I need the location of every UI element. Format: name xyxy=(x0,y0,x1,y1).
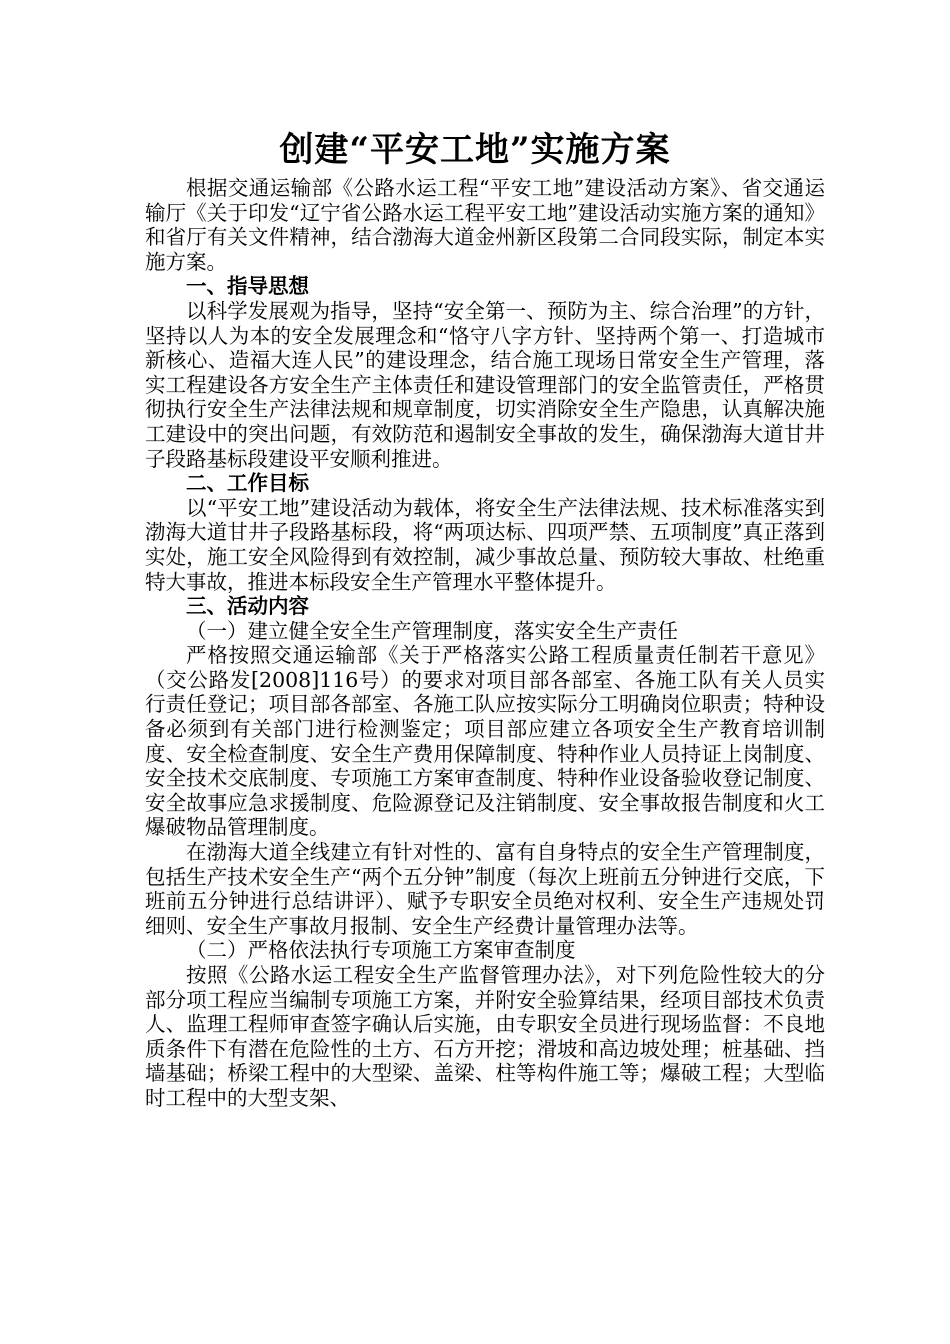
section-heading-activity-content: 三、活动内容 xyxy=(186,594,309,619)
subsection-heading-special-plan-review: （二）严格依法执行专项施工方案审查制度 xyxy=(186,938,576,963)
section-heading-work-goals: 二、工作目标 xyxy=(186,471,309,496)
document-body xyxy=(145,176,825,1111)
special-plan-review-paragraph: 按照《公路水运工程安全生产监督管理办法》，对下列危险性较大的分部分项工程应当编制专项施工方案，并附安全验算结果，经项目部技术负责人、监理工程师审查签字确认后实施，由专职安全员进行现场监督：不良地质条件下有潜在危险性的土方、石方开挖；滑坡和高边坡处理；桩基础、挡墙基础；桥梁工程中的大型梁、盖梁、柱等构件施工等；爆破工程；大型临时工程中的大型支架、 xyxy=(145,963,825,1110)
safety-management-paragraph-1: 严格按照交通运输部《关于严格落实公路工程质量责任制若干意见》（交公路发[2008]116号）的要求对项目部各部室、各施工队有关人员实行责任登记；项目部各部室、各施工队应按实际分工明确岗位职责；特种设备必须到有关部门进行检测鉴定；项目部应建立各项安全生产教育培训制度、安全检查制度、安全生产费用保障制度、特种作业人员持证上岗制度、安全技术交底制度、专项施工方案审查制度、特种作业设备验收登记制度、安全故事应急求援制度、危险源登记及注销制度、安全事故报告制度和火工爆破物品管理制度。 xyxy=(145,643,825,840)
document-title: 创建“平安工地”实施方案 xyxy=(279,130,671,170)
subsection-heading-safety-management: （一）建立健全安全生产管理制度，落实安全生产责任 xyxy=(186,618,678,643)
guiding-ideology-paragraph: 以科学发展观为指导，坚持“安全第一、预防为主、综合治理”的方针，坚持以人为本的安全发展理念和“恪守八字方针、坚持两个第一、打造城市新核心、造福大连人民”的建设理念，结合施工现场日常安全生产管理，落实工程建设各方安全生产主体责任和建设管理部门的安全监管责任，严格贯彻执行安全生产法律法规和规章制度，切实消除安全生产隐患，认真解决施工建设中的突出问题，有效防范和遏制安全事故的发生，确保渤海大道甘井子段路基标段建设平安顺利推进。 xyxy=(145,298,825,471)
intro-paragraph: 根据交通运输部《公路水运工程“平安工地”建设活动方案》、省交通运输厅《关于印发“辽宁省公路水运工程平安工地”建设活动实施方案的通知》和省厅有关文件精神，结合渤海大道金州新区段第二合同段实际，制定本实施方案。 xyxy=(145,176,825,274)
work-goals-paragraph: 以“平安工地”建设活动为载体，将安全生产法律法规、技术标准落实到渤海大道甘井子段路基标段，将“两项达标、四项严禁、五项制度”真正落到实处，施工安全风险得到有效控制，减少事故总量、预防较大事故、杜绝重特大事故，推进本标段安全生产管理水平整体提升。 xyxy=(145,495,825,594)
safety-management-paragraph-2: 在渤海大道全线建立有针对性的、富有自身特点的安全生产管理制度，包括生产技术安全生产“两个五分钟”制度（每次上班前五分钟进行交底，下班前五分钟进行总结讲评）、赋予专职安全员绝对权利、安全生产违规处罚细则、安全生产事故月报制、安全生产经费计量管理办法等。 xyxy=(145,840,825,938)
section-heading-guiding-ideology: 一、指导思想 xyxy=(186,274,309,299)
